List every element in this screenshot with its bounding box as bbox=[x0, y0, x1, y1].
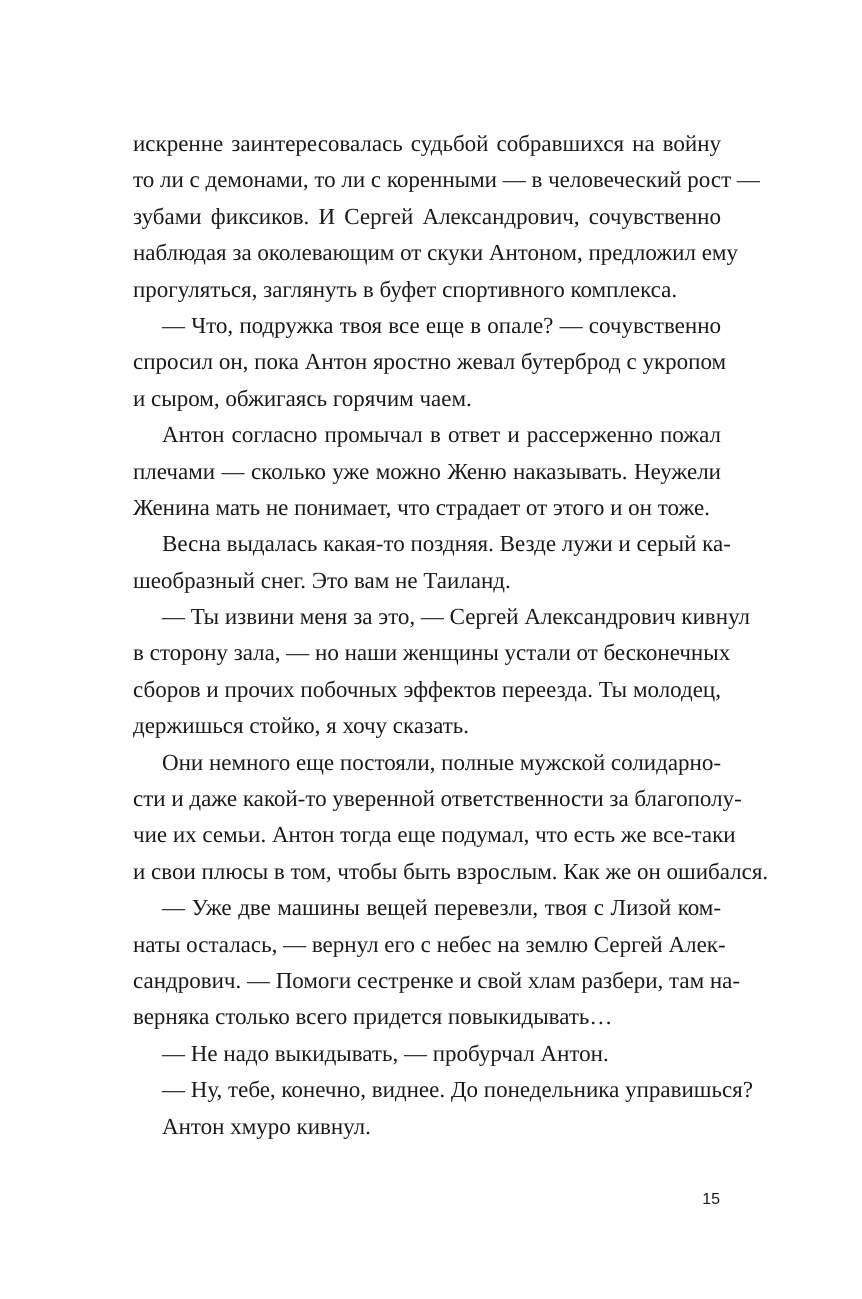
text-line: — Не надо выкидывать, — пробурчал Антон. bbox=[162, 1040, 609, 1066]
text-line: — Ты извини меня за это, — Сергей Александрович кивнул bbox=[162, 604, 751, 630]
text-line: Женина мать не понимает, что страдает от этого и он тоже. bbox=[133, 494, 710, 520]
text-line: Весна выдалась какая-то поздняя. Везде лужи и серый ка- bbox=[162, 531, 731, 557]
text-line: чие их семьи. Антон тогда еще подумал, что есть же все-таки bbox=[133, 822, 736, 848]
text-line: шеобразный снег. Это вам не Таиланд. bbox=[133, 567, 511, 593]
text-line: Антон хмуро кивнул. bbox=[162, 1113, 371, 1139]
text-line: зубами фиксиков. И Сергей Александрович, сочувственно bbox=[133, 203, 721, 229]
text-line: искренне заинтересовалась судьбой собравшихся на войну bbox=[133, 131, 721, 156]
text-line: сандрович. — Помоги сестренке и свой хлам разбери, там на- bbox=[133, 967, 741, 993]
text-line: сти и даже какой-то уверенной ответственности за благополу- bbox=[133, 786, 742, 812]
text-line: Антон согласно промычал в ответ и рассерженно пожал bbox=[162, 422, 721, 448]
text-line: плечами — сколько уже можно Женю наказывать. Неужели bbox=[133, 458, 721, 484]
text-line: — Что, подружка твоя все еще в опале? — сочувственно bbox=[162, 312, 721, 338]
text-line: держишься стойко, я хочу сказать. bbox=[133, 713, 470, 739]
text-line: прогуляться, заглянуть в буфет спортивного комплекса. bbox=[133, 276, 678, 302]
text-line: — Ну, тебе, конечно, виднее. До понедельника управишься? bbox=[162, 1077, 753, 1103]
text-line: и свои плюсы в том, чтобы быть взрослым. Как же он ошибался. bbox=[133, 858, 769, 884]
text-line: наты осталась, — вернул его с небес на землю Сергей Алек- bbox=[133, 931, 726, 957]
body-text bbox=[133, 126, 769, 1145]
text-line: то ли с демонами, то ли с коренными — в человеческий рост — bbox=[133, 167, 760, 193]
text-line: Они немного еще постояли, полные мужской солидарно- bbox=[162, 749, 721, 775]
text-line: сборов и прочих побочных эффектов переезда. Ты молодец, bbox=[133, 676, 721, 702]
text-line: в сторону зала, — но наши женщины устали от бесконечных bbox=[133, 640, 731, 666]
text-line: спросил он, пока Антон яростно жевал бутерброд с укропом bbox=[133, 349, 727, 375]
text-line: верняка столько всего придется повыкидывать… bbox=[133, 1004, 613, 1030]
page-number: 15 bbox=[702, 1191, 720, 1208]
text-line: наблюдая за околевающим от скуки Антоном, предложил ему bbox=[133, 240, 738, 266]
text-line: и сыром, обжигаясь горячим чаем. bbox=[133, 385, 472, 411]
text-line: — Уже две машины вещей перевезли, твоя с Лизой ком- bbox=[162, 895, 721, 921]
